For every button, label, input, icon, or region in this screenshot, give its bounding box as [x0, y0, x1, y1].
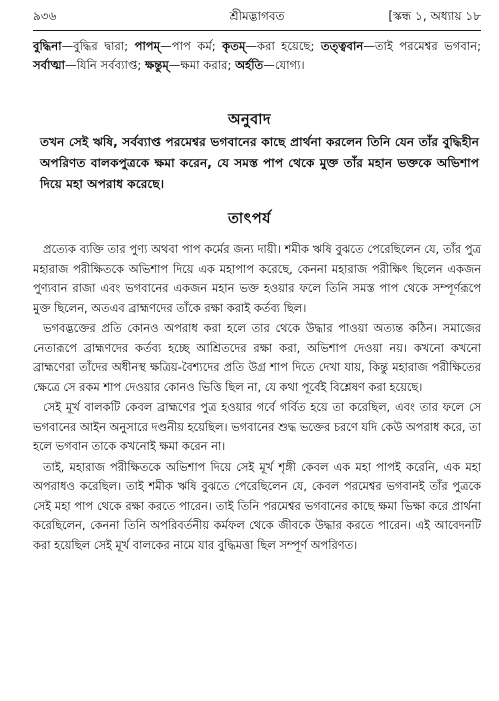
- translation-text: তখন সেই ঋষি, সর্বব্যাপ্ত পরমেশ্বর ভগবানের কাছে প্রার্থনা করলেন তিনি যেন তাঁর বুদ্ধিহীন অপরিণত বালকপুত্রকে ক্ষমা করেন, যে সমস্ত পাপ থেকে মুক্ত তাঁর মহান ভক্তকে অভিশাপ দিয়ে মহা অপরাধ করেছে।: [40, 135, 479, 191]
- running-head: [33, 8, 481, 28]
- glossary-meaning: পাপ কর্ম;: [171, 39, 216, 53]
- glossary-meaning: যোগ্য।: [274, 57, 305, 72]
- glossary-meaning: যিনি সর্বব্যাপ্ত;: [76, 57, 142, 72]
- header-rule: [33, 30, 481, 31]
- glossary-meaning: তাই পরমেশ্বর ভগবান;: [374, 39, 482, 53]
- translation-heading: অনুবাদ: [227, 112, 272, 128]
- glossary-meaning: বুদ্ধির দ্বারা;: [73, 39, 129, 53]
- glossary-word: সর্বাত্মা: [33, 57, 66, 72]
- glossary-meaning: করা হয়েছে;: [256, 39, 315, 53]
- glossary-word: অর্হতি: [235, 57, 264, 72]
- purport-body: [33, 240, 481, 555]
- word-glossary: বুদ্ধিনা—বুদ্ধির দ্বারা; পাপম্—পাপ কর্ম; কৃতম্—করা হয়েছে; তত্ত্ববান—তাই পরমেশ্বর ভগবান; সর্বাত্মা—যিনি সর্বব্যাপ্ত; ক্ষন্তুম্—ক্ষমা করার; অর্হতি—যোগ্য।: [33, 39, 482, 72]
- glossary-word: ক্ষন্তুম্: [144, 57, 169, 72]
- section-reference: [স্কন্ধ ১, অধ্যায় ১৮: [388, 9, 481, 23]
- glossary-meaning: ক্ষমা করার;: [180, 57, 232, 72]
- purport-paragraph: ভগবদ্ভক্তের প্রতি কোনও অপরাধ করা হলে তার থেকে উদ্ধার পাওয়া অত্যন্ত কঠিন। সমাজের নেতারূপে ব্রাহ্মণদের কর্তব্য হচ্ছে আশ্রিতদের রক্ষা করা, অভিশাপ দেওয়া নয়। কখনো কখনো ব্রাহ্মণেরা তাঁদের অধীনস্থ ক্ষত্রিয়-বৈশ্যদের প্রতি উগ্র শাপ দিতে দেখা যায়, কিন্তু মহারাজ পরীক্ষিতের ক্ষেত্রে সে রকম শাপ দেওয়ার কোনও ভিত্তি ছিল না, যে কথা পূর্বেই বিশ্লেষণ করা হয়েছে।: [33, 321, 481, 394]
- glossary-word: পাপম্: [134, 39, 161, 53]
- page-number: ৯৩৬: [33, 9, 57, 23]
- glossary-word: তত্ত্ববান: [320, 39, 364, 53]
- purport-paragraph: প্রত্যেক ব্যক্তি তার পুণ্য অথবা পাপ কর্মের জন্য দায়ী। শমীক ঋষি বুঝতে পেরেছিলেন যে, তাঁর পুত্র মহারাজ পরীক্ষিতকে অভিশাপ দিয়ে এক মহাপাপ করেছে, কেননা মহারাজ পরীক্ষিৎ ছিলেন একজন পুণ্যবান রাজা এবং ভগবানের একজন মহান ভক্ত হওয়ার ফলে তিনি সমস্ত পাপ থেকে সম্পূর্ণরূপে মুক্ত ছিলেন, অতএব ব্রাহ্মণদের তাঁকে রক্ষা করাই কর্তব্য ছিল।: [33, 242, 481, 315]
- purport-paragraph: তাই, মহারাজ পরীক্ষিতকে অভিশাপ দিয়ে সেই মূর্খ শৃঙ্গী কেবল এক মহা পাপই করেনি, এক মহা অপরাধও করেছিল। তাই শমীক ঋষি বুঝতে পেরেছিলেন যে, কেবল পরমেশ্বর ভগবানই তাঁর পুত্রকে সেই মহা পাপ থেকে রক্ষা করতে পারেন। তাই তিনি পরমেশ্বর ভগবানের কাছে ক্ষমা ভিক্ষা করে প্রার্থনা করেছিলেন, কেননা তিনি অপরিবর্তনীয় কর্মফল থেকে জীবকে উদ্ধার করতে পারেন। এই আবেদনটি করা হয়েছিল সেই মূর্খ বালকের নামে যার বুদ্ধিমত্তা ছিল সম্পূর্ণ অপরিণত।: [33, 459, 481, 552]
- glossary-word: কৃতম্: [222, 39, 246, 53]
- glossary-word: বুদ্ধিনা: [33, 39, 62, 53]
- purport-paragraph: সেই মূর্খ বালকটি কেবল ব্রাহ্মণের পুত্র হওয়ার গর্বে গর্বিত হয়ে তা করেছিল, এবং তার ফলে সে ভগবানের আইন অনুসারে দণ্ডনীয় হয়েছিল। ভগবানের শুদ্ধ ভক্তের চরণে যদি কেউ অপরাধ করে, তা হলে ভগবান তাকে কখনোই ক্ষমা করেন না।: [33, 400, 481, 453]
- purport-heading: তাৎপর্য: [227, 211, 272, 227]
- book-title: শ্রীমদ্ভাগবত: [229, 9, 285, 23]
